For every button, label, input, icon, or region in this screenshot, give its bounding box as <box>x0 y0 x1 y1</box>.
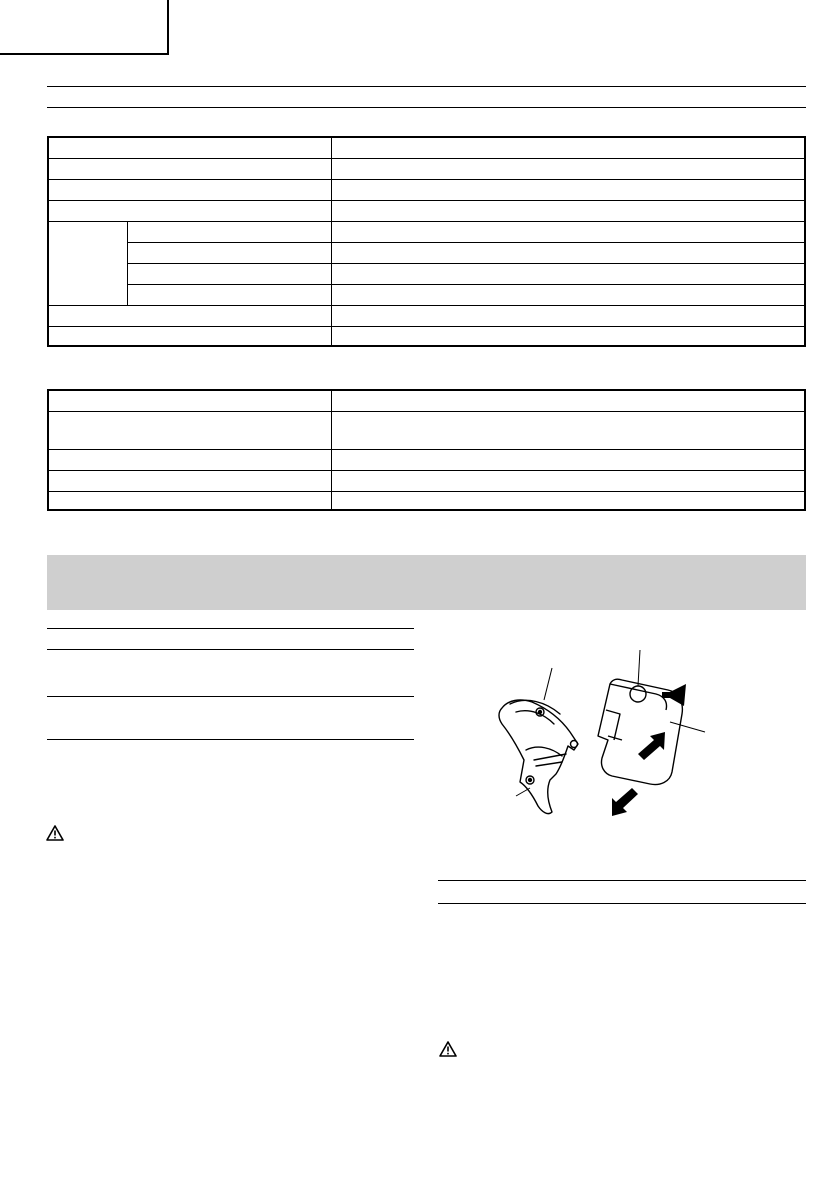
table-row <box>48 449 805 470</box>
table-row <box>48 158 805 179</box>
left-rule-3 <box>47 696 414 697</box>
table-row <box>48 326 805 346</box>
header-rule-top <box>47 86 806 87</box>
table-row <box>48 491 805 510</box>
right-rule-1 <box>438 880 806 881</box>
tool-handle-drawing <box>499 700 578 814</box>
specifications-table <box>47 136 806 347</box>
callout-leaders <box>516 650 705 796</box>
table-row <box>48 179 805 200</box>
table-row <box>48 470 805 491</box>
slide-direction-arrow-icon <box>612 732 665 816</box>
left-rule-2 <box>47 649 414 650</box>
table-row <box>48 305 805 326</box>
charger-specifications-table <box>47 389 806 511</box>
table-row <box>48 284 805 305</box>
right-rule-2 <box>438 903 806 904</box>
left-rule-4 <box>47 739 414 740</box>
table-row <box>48 390 805 411</box>
table-row <box>48 263 805 284</box>
table-row <box>48 200 805 221</box>
section-heading-band <box>47 555 806 610</box>
language-tab <box>0 0 169 55</box>
header-rule-bottom <box>47 107 806 108</box>
table-row <box>48 221 805 242</box>
warning-icon <box>439 1041 457 1057</box>
left-rule-1 <box>47 628 414 629</box>
warning-icon <box>46 825 64 841</box>
table-row <box>48 137 805 158</box>
table-row <box>48 242 805 263</box>
table-row <box>48 411 805 449</box>
battery-removal-illustration <box>490 640 720 830</box>
